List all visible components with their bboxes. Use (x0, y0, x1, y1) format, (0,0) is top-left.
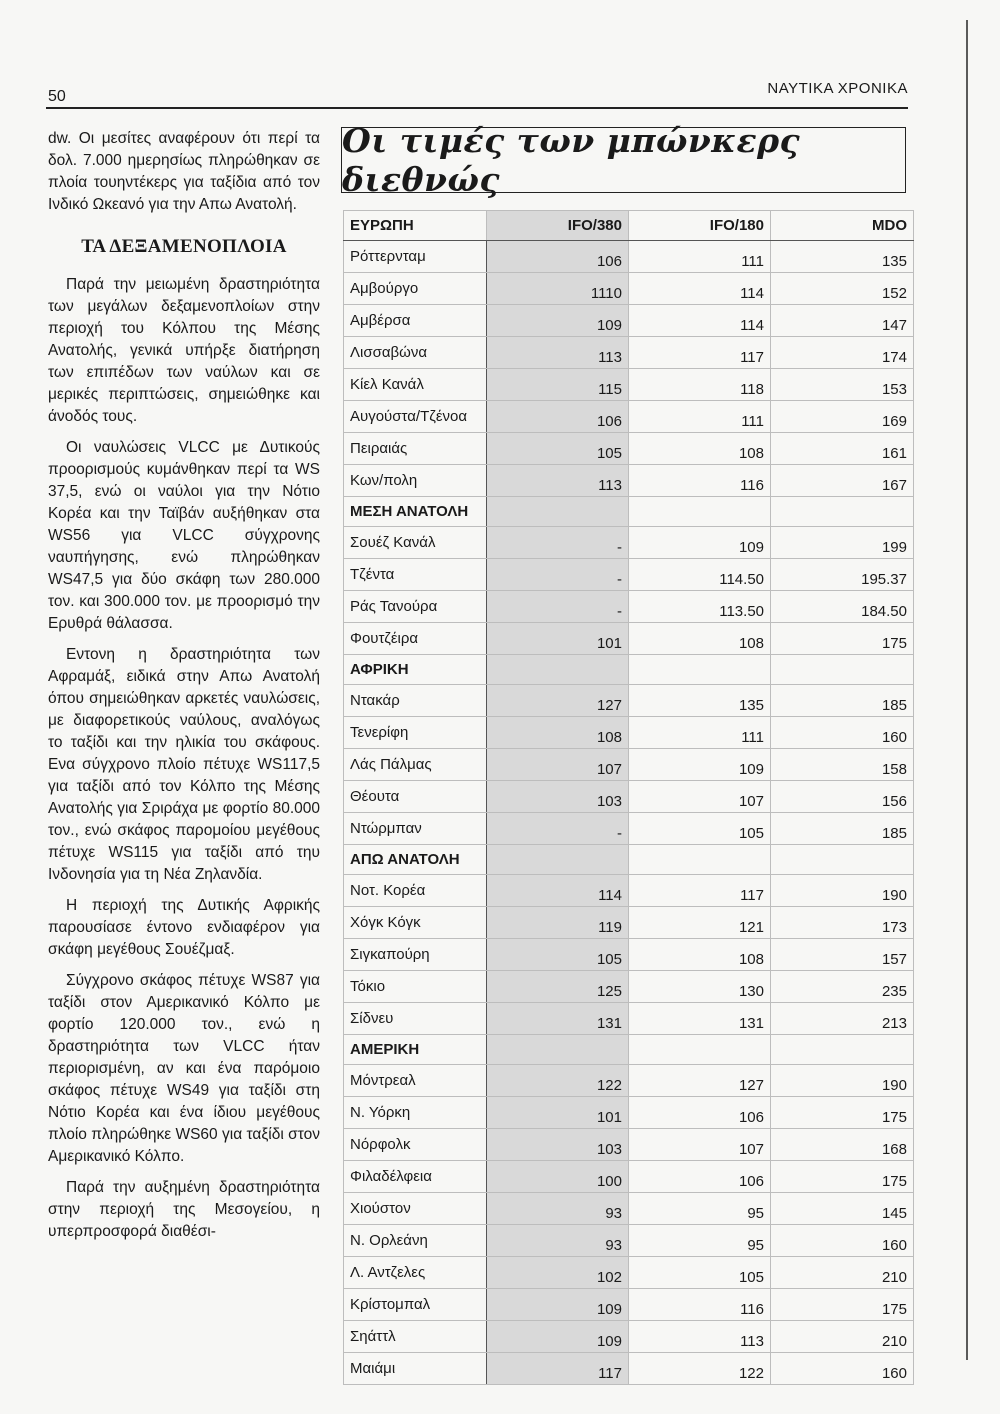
port-name: Αμβούργο (344, 273, 487, 305)
empty-cell (629, 497, 771, 527)
port-name: Τζέντα (344, 559, 487, 591)
empty-cell (629, 655, 771, 685)
table-title: Οι τιμές των μπώνκερς διεθνώς (342, 121, 801, 199)
table-row (344, 781, 914, 813)
region-name: ΑΠΩ ΑΝΑΤΟΛΗ (344, 845, 487, 875)
table-row (344, 1225, 914, 1257)
mdo-price: 195.37 (771, 559, 914, 591)
mdo-price: 147 (771, 305, 914, 337)
ifo380-price: 93 (487, 1225, 629, 1257)
port-name: Χιούστον (344, 1193, 487, 1225)
ifo380-price: 103 (487, 1129, 629, 1161)
table-row (344, 1097, 914, 1129)
ifo380-price: 109 (487, 1289, 629, 1321)
ifo380-price: 127 (487, 685, 629, 717)
port-name: Σιγκαπούρη (344, 939, 487, 971)
mdo-price: 190 (771, 1065, 914, 1097)
port-name: Κρίστομπαλ (344, 1289, 487, 1321)
mdo-price: 169 (771, 401, 914, 433)
table-row (344, 939, 914, 971)
port-name: Ράς Τανούρα (344, 591, 487, 623)
mdo-price: 175 (771, 623, 914, 655)
ifo380-price: 102 (487, 1257, 629, 1289)
ifo180-price: 113 (629, 1321, 771, 1353)
ifo180-price: 113.50 (629, 591, 771, 623)
region-row (344, 655, 914, 685)
port-name: Αμβέρσα (344, 305, 487, 337)
port-name: Τενερίφη (344, 717, 487, 749)
table-row (344, 465, 914, 497)
ifo180-price: 106 (629, 1097, 771, 1129)
table-row (344, 369, 914, 401)
article-paragraph: dw. Οι μεσίτες αναφέρουν ότι περί τα δολ. 7.000 ημερησίως πληρώθηκαν σε πλοία τουηντέκερς για ταξίδια από τον Ινδικό Ωκεανό για την Απω Ανατολή. (48, 130, 320, 213)
empty-cell (487, 845, 629, 875)
empty-cell (771, 497, 914, 527)
port-name: Ρόττερνταμ (344, 241, 487, 273)
ifo180-price: 111 (629, 241, 771, 273)
ifo180-price: 114 (629, 305, 771, 337)
empty-cell (629, 1035, 771, 1065)
ifo180-price: 114.50 (629, 559, 771, 591)
ifo380-price: 131 (487, 1003, 629, 1035)
table-header-row (344, 211, 914, 241)
ifo380-price: 113 (487, 337, 629, 369)
mdo-price: 174 (771, 337, 914, 369)
table-row (344, 591, 914, 623)
empty-cell (487, 1035, 629, 1065)
region-name: ΑΦΡΙΚΗ (344, 655, 487, 685)
port-name: Λισσαβώνα (344, 337, 487, 369)
ifo180-price: 116 (629, 1289, 771, 1321)
ifo380-price: - (487, 559, 629, 591)
table-row (344, 813, 914, 845)
table-row (344, 1161, 914, 1193)
table-row (344, 433, 914, 465)
mdo-price: 185 (771, 685, 914, 717)
table-row (344, 527, 914, 559)
ifo380-price: 101 (487, 623, 629, 655)
table-title-box (341, 121, 906, 199)
article-paragraph: Σύγχρονο σκάφος πέτυχε WS87 για ταξίδι στον Αμερικανικό Κόλπο με φορτίο 120.000 τον., ενώ η δραστηριότητα των VLCC ήταν περιορισμένη, αν και ένα παρόμοιο σκάφος πέτυχε WS49 για ταξίδι στη Νότιο Κορέα και ένα ίδιου μεγέθους πλοίο πληρώθηκε WS60 για ταξίδι στον Αμερικανικό Κόλπο. (48, 972, 320, 1165)
ifo180-price: 108 (629, 433, 771, 465)
mdo-price: 210 (771, 1257, 914, 1289)
article-paragraph: Παρά την μειωμένη δραστηριότητα των μεγάλων δεξαμενοπλοίων στην περιοχή του Κόλπου της Μέσης Ανατολής, γενικά υπήρξε διατήρηση των επιπέδων των ναύλων και σε μερικές περιπτώσεις, σημειώθηκε και άνοδός τους. (48, 276, 320, 425)
ifo180-price: 95 (629, 1225, 771, 1257)
mdo-price: 158 (771, 749, 914, 781)
ifo180-price: 114 (629, 273, 771, 305)
publication-title: ΝΑΥΤΙΚΑ ΧΡΟΝΙΚΑ (767, 80, 908, 97)
mdo-price: 184.50 (771, 591, 914, 623)
port-name: Φουτζέιρα (344, 623, 487, 655)
ifo380-price: 125 (487, 971, 629, 1003)
ifo180-price: 127 (629, 1065, 771, 1097)
mdo-price: 175 (771, 1161, 914, 1193)
ifo380-price: 109 (487, 1321, 629, 1353)
table-row (344, 559, 914, 591)
mdo-price: 160 (771, 717, 914, 749)
empty-cell (771, 655, 914, 685)
empty-cell (487, 497, 629, 527)
ifo380-price: 108 (487, 717, 629, 749)
mdo-price: 168 (771, 1129, 914, 1161)
mdo-price: 160 (771, 1225, 914, 1257)
article-paragraph: Οι ναυλώσεις VLCC με Δυτικούς προορισμούς κυμάνθηκαν περί τα WS 37,5, ενώ οι ναύλοι για την Νότιο Κορέα και την Ταϊβάν αυξήθηκαν στα WS56 για VLCC σύγχρονης ναυπήγησης, ενώ πληρώθηκαν WS47,5 για δύο σκάφη των 280.000 τον. και 300.000 τον. με προορισμό την Ερυθρά θάλασσα. (48, 439, 320, 632)
mdo-price: 152 (771, 273, 914, 305)
region-row (344, 497, 914, 527)
table-row (344, 1003, 914, 1035)
port-name: Μόντρεαλ (344, 1065, 487, 1097)
port-name: Κων/πολη (344, 465, 487, 497)
region-row (344, 1035, 914, 1065)
port-name: Ν. Ορλεάνη (344, 1225, 487, 1257)
ifo380-price: 100 (487, 1161, 629, 1193)
ifo380-price: - (487, 591, 629, 623)
ifo180-price: 130 (629, 971, 771, 1003)
ifo380-price: 106 (487, 241, 629, 273)
column-header-ifo380: IFO/380 (487, 211, 629, 241)
ifo380-price: 122 (487, 1065, 629, 1097)
mdo-price: 175 (771, 1097, 914, 1129)
empty-cell (771, 845, 914, 875)
ifo180-price: 117 (629, 875, 771, 907)
table-row (344, 1289, 914, 1321)
bunker-prices-table (343, 210, 914, 1385)
ifo180-price: 116 (629, 465, 771, 497)
table-row (344, 401, 914, 433)
empty-cell (487, 655, 629, 685)
column-header-region: ΕΥΡΩΠΗ (344, 211, 487, 241)
ifo380-price: 109 (487, 305, 629, 337)
table-row (344, 1129, 914, 1161)
port-name: Ντακάρ (344, 685, 487, 717)
table-row (344, 1193, 914, 1225)
ifo380-price: 105 (487, 433, 629, 465)
table-row (344, 337, 914, 369)
table-row (344, 1353, 914, 1385)
port-name: Νοτ. Κορέα (344, 875, 487, 907)
region-name: ΑΜΕΡΙΚΗ (344, 1035, 487, 1065)
section-heading: ΤΑ ΔΕΞΑΜΕΝΟΠΛΟΙΑ (81, 236, 287, 257)
ifo180-price: 122 (629, 1353, 771, 1385)
port-name: Νόρφολκ (344, 1129, 487, 1161)
mdo-price: 235 (771, 971, 914, 1003)
mdo-price: 135 (771, 241, 914, 273)
mdo-price: 157 (771, 939, 914, 971)
table-row (344, 1257, 914, 1289)
mdo-price: 213 (771, 1003, 914, 1035)
mdo-price: 145 (771, 1193, 914, 1225)
article-paragraph: Εντονη η δραστηριότητα των Αφραμάξ, ειδικά στην Απω Ανατολή όπου σημειώθηκαν αρκετές ναυλώσεις, με διαφορετικούς ναύλους, αναλόγως το ταξίδι και την ηλικία του σκάφους. Ενα σύγχρονο πλοίο πέτυχε WS117,5 για ταξίδι από τον Κόλπο της Μέσης Ανατολής για Σριράχα με φορτίο 80.000 τον., ενώ σκάφος παρομοίου μεγέθους πέτυχε WS115 για ταξίδι από τηυ Ινδονησία για τη Νέα Ζηλανδία. (48, 646, 320, 883)
ifo180-price: 118 (629, 369, 771, 401)
mdo-price: 160 (771, 1353, 914, 1385)
mdo-price: 175 (771, 1289, 914, 1321)
ifo180-price: 131 (629, 1003, 771, 1035)
table-row (344, 717, 914, 749)
header-rule (46, 107, 908, 109)
table-row (344, 907, 914, 939)
article-paragraph: Η περιοχή της Δυτικής Αφρικής παρουσίασε έντονο ενδιαφέρον για σκάφη μεγέθους Σουέζμαξ. (48, 897, 320, 958)
port-name: Πειραιάς (344, 433, 487, 465)
port-name: Λ. Αντζελες (344, 1257, 487, 1289)
mdo-price: 161 (771, 433, 914, 465)
ifo180-price: 108 (629, 623, 771, 655)
mdo-price: 210 (771, 1321, 914, 1353)
mdo-price: 153 (771, 369, 914, 401)
port-name: Σηάττλ (344, 1321, 487, 1353)
ifo380-price: 105 (487, 939, 629, 971)
ifo380-price: 107 (487, 749, 629, 781)
ifo380-price: 103 (487, 781, 629, 813)
table-row (344, 1065, 914, 1097)
table-row (344, 875, 914, 907)
article-paragraph: Παρά την αυξημένη δραστηριότητα στην περιοχή της Μεσογείου, η υπερπροσφορά διαθέσι- (48, 1179, 320, 1240)
table-body (344, 241, 914, 1385)
port-name: Κίελ Κανάλ (344, 369, 487, 401)
port-name: Λάς Πάλμας (344, 749, 487, 781)
ifo180-price: 107 (629, 781, 771, 813)
page-number: 50 (48, 88, 66, 105)
port-name: Τόκιο (344, 971, 487, 1003)
ifo380-price: 114 (487, 875, 629, 907)
table-row (344, 685, 914, 717)
ifo380-price: - (487, 813, 629, 845)
empty-cell (629, 845, 771, 875)
column-header-ifo180: IFO/180 (629, 211, 771, 241)
table-row (344, 1321, 914, 1353)
ifo380-price: 119 (487, 907, 629, 939)
ifo180-price: 109 (629, 749, 771, 781)
ifo380-price: 106 (487, 401, 629, 433)
table-row (344, 971, 914, 1003)
ifo380-price: - (487, 527, 629, 559)
ifo180-price: 117 (629, 337, 771, 369)
port-name: Σίδνευ (344, 1003, 487, 1035)
mdo-price: 190 (771, 875, 914, 907)
ifo380-price: 117 (487, 1353, 629, 1385)
page-edge-line (966, 20, 968, 1360)
ifo180-price: 121 (629, 907, 771, 939)
region-row (344, 845, 914, 875)
table-row (344, 305, 914, 337)
ifo380-price: 115 (487, 369, 629, 401)
port-name: Ντώρμπαν (344, 813, 487, 845)
mdo-price: 199 (771, 527, 914, 559)
ifo180-price: 95 (629, 1193, 771, 1225)
table-row (344, 623, 914, 655)
port-name: Θέουτα (344, 781, 487, 813)
ifo180-price: 108 (629, 939, 771, 971)
article-column (48, 128, 320, 1252)
mdo-price: 173 (771, 907, 914, 939)
port-name: Ν. Υόρκη (344, 1097, 487, 1129)
mdo-price: 167 (771, 465, 914, 497)
ifo180-price: 135 (629, 685, 771, 717)
port-name: Μαιάμι (344, 1353, 487, 1385)
ifo380-price: 1110 (487, 273, 629, 305)
table-row (344, 241, 914, 273)
mdo-price: 185 (771, 813, 914, 845)
column-header-mdo: MDO (771, 211, 914, 241)
ifo380-price: 113 (487, 465, 629, 497)
empty-cell (771, 1035, 914, 1065)
port-name: Σουέζ Κανάλ (344, 527, 487, 559)
table-row (344, 273, 914, 305)
ifo180-price: 105 (629, 1257, 771, 1289)
ifo180-price: 111 (629, 401, 771, 433)
ifo180-price: 109 (629, 527, 771, 559)
ifo180-price: 105 (629, 813, 771, 845)
table-row (344, 749, 914, 781)
port-name: Φιλαδέλφεια (344, 1161, 487, 1193)
ifo380-price: 101 (487, 1097, 629, 1129)
region-name: ΜΕΣΗ ΑΝΑΤΟΛΗ (344, 497, 487, 527)
ifo180-price: 106 (629, 1161, 771, 1193)
ifo380-price: 93 (487, 1193, 629, 1225)
port-name: Αυγούστα/Τζένοα (344, 401, 487, 433)
ifo180-price: 107 (629, 1129, 771, 1161)
mdo-price: 156 (771, 781, 914, 813)
ifo180-price: 111 (629, 717, 771, 749)
port-name: Χόγκ Κόγκ (344, 907, 487, 939)
